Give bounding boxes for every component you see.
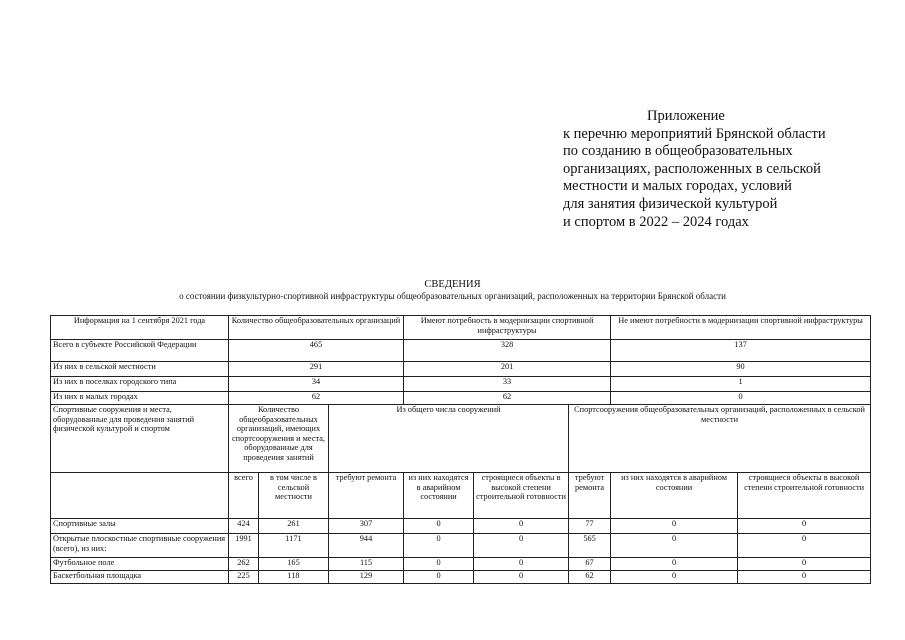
cell-value: 424	[229, 519, 259, 534]
subheader-rural-repair: требуют ремонта	[569, 473, 611, 519]
table-row	[51, 362, 871, 377]
table-row	[51, 377, 871, 392]
row-label: Из них в сельской местности	[51, 362, 229, 377]
row-label: Открытые плоскостные спортивные сооружения (всего), из них:	[51, 534, 229, 558]
cell-value: 0	[474, 558, 569, 571]
cell-value: 118	[259, 571, 329, 584]
cell-value: 261	[259, 519, 329, 534]
col-header-total-facilities: Из общего числа сооружений	[329, 405, 569, 473]
cell-value: 62	[569, 571, 611, 584]
cell-value: 565	[569, 534, 611, 558]
table-row	[51, 558, 871, 571]
col-header-need-modernization: Имеют потребность в модернизации спортивной инфраструктуры	[404, 316, 611, 340]
row-label: Из них в поселках городского типа	[51, 377, 229, 392]
col-header-facility-org-count: Количество общеобразовательных организаций, имеющих спортсооружения и места, оборудованные для проведения занятий	[229, 405, 329, 473]
appendix-line: организациях, расположенных в сельской	[563, 160, 821, 177]
cell-value: 0	[404, 571, 474, 584]
cell-value: 1171	[259, 534, 329, 558]
table-row	[51, 534, 871, 558]
cell-value: 291	[229, 362, 404, 377]
appendix-line: к перечню мероприятий Брянской области	[563, 125, 826, 142]
cell-value: 137	[611, 340, 871, 362]
appendix-line: по созданию в общеобразовательных	[563, 143, 793, 160]
cell-value: 307	[329, 519, 404, 534]
row-label: Баскетбольная площадка	[51, 571, 229, 584]
cell-value: 0	[404, 558, 474, 571]
cell-value: 67	[569, 558, 611, 571]
col-header-org-count: Количество общеобразовательных организаций	[229, 316, 404, 340]
table2-header-row	[51, 405, 871, 473]
row-label: Спортивные залы	[51, 519, 229, 534]
cell-value: 262	[229, 558, 259, 571]
empty-cell	[51, 473, 229, 519]
col-header-no-need-modernization: Не имеют потребности в модернизации спортивной инфраструктуры	[611, 316, 871, 340]
appendix-line: и спортом в 2022 – 2024 годах	[563, 213, 749, 230]
col-header-info: Информация на 1 сентября 2021 года	[51, 316, 229, 340]
cell-value: 0	[474, 571, 569, 584]
cell-value: 465	[229, 340, 404, 362]
cell-value: 34	[229, 377, 404, 392]
subheader-all: всего	[229, 473, 259, 519]
cell-value: 0	[611, 534, 738, 558]
cell-value: 0	[738, 519, 871, 534]
table-row	[51, 519, 871, 534]
appendix-line: для занятия физической культурой	[563, 195, 778, 212]
row-label: Футбольное поле	[51, 558, 229, 571]
subheader-rural: в том числе в сельской местности	[259, 473, 329, 519]
subheader-repair: требуют ремонта	[329, 473, 404, 519]
cell-value: 0	[611, 519, 738, 534]
cell-value: 62	[404, 392, 611, 405]
cell-value: 0	[404, 519, 474, 534]
cell-value: 165	[259, 558, 329, 571]
cell-value: 201	[404, 362, 611, 377]
appendix-line: местности и малых городах, условий	[563, 178, 792, 195]
table-row	[51, 340, 871, 362]
table2-subheader-row	[51, 473, 871, 519]
cell-value: 1991	[229, 534, 259, 558]
cell-value: 944	[329, 534, 404, 558]
row-label: Из них в малых городах	[51, 392, 229, 405]
cell-value: 0	[738, 534, 871, 558]
cell-value: 225	[229, 571, 259, 584]
cell-value: 129	[329, 571, 404, 584]
col-header-facilities: Спортивные сооружения и места, оборудованные для проведения занятий физической культурой и спортом	[51, 405, 229, 473]
subheader-rural-construction: строящиеся объекты в высокой степени строительной готовности	[738, 473, 871, 519]
cell-value: 90	[611, 362, 871, 377]
cell-value: 62	[229, 392, 404, 405]
cell-value: 0	[474, 534, 569, 558]
report-subtitle: о состоянии физкультурно-спортивной инфраструктуры общеобразовательных организаций, расположенных на территории Брянской области	[179, 291, 726, 301]
table-row	[51, 571, 871, 584]
infrastructure-table	[50, 315, 871, 584]
table-row	[51, 392, 871, 405]
cell-value: 1	[611, 377, 871, 392]
cell-value: 0	[404, 534, 474, 558]
appendix-block	[563, 108, 863, 231]
subheader-construction: строящиеся объекты в высокой степени строительной готовности	[474, 473, 569, 519]
appendix-heading: Приложение	[647, 108, 725, 124]
cell-value: 0	[738, 571, 871, 584]
cell-value: 0	[474, 519, 569, 534]
cell-value: 0	[611, 558, 738, 571]
table1-header-row	[51, 316, 871, 340]
col-header-rural-facilities: Спортсооружения общеобразовательных организаций, расположенных в сельской местности	[569, 405, 871, 473]
cell-value: 33	[404, 377, 611, 392]
cell-value: 77	[569, 519, 611, 534]
row-label: Всего в субъекте Российской Федерации	[51, 340, 229, 362]
subheader-rural-emergency: из них находятся в аварийном состоянии	[611, 473, 738, 519]
cell-value: 0	[738, 558, 871, 571]
cell-value: 0	[611, 392, 871, 405]
cell-value: 115	[329, 558, 404, 571]
report-title: СВЕДЕНИЯ	[424, 279, 481, 290]
cell-value: 0	[611, 571, 738, 584]
cell-value: 328	[404, 340, 611, 362]
subheader-emergency: из них находятся в аварийном состоянии	[404, 473, 474, 519]
